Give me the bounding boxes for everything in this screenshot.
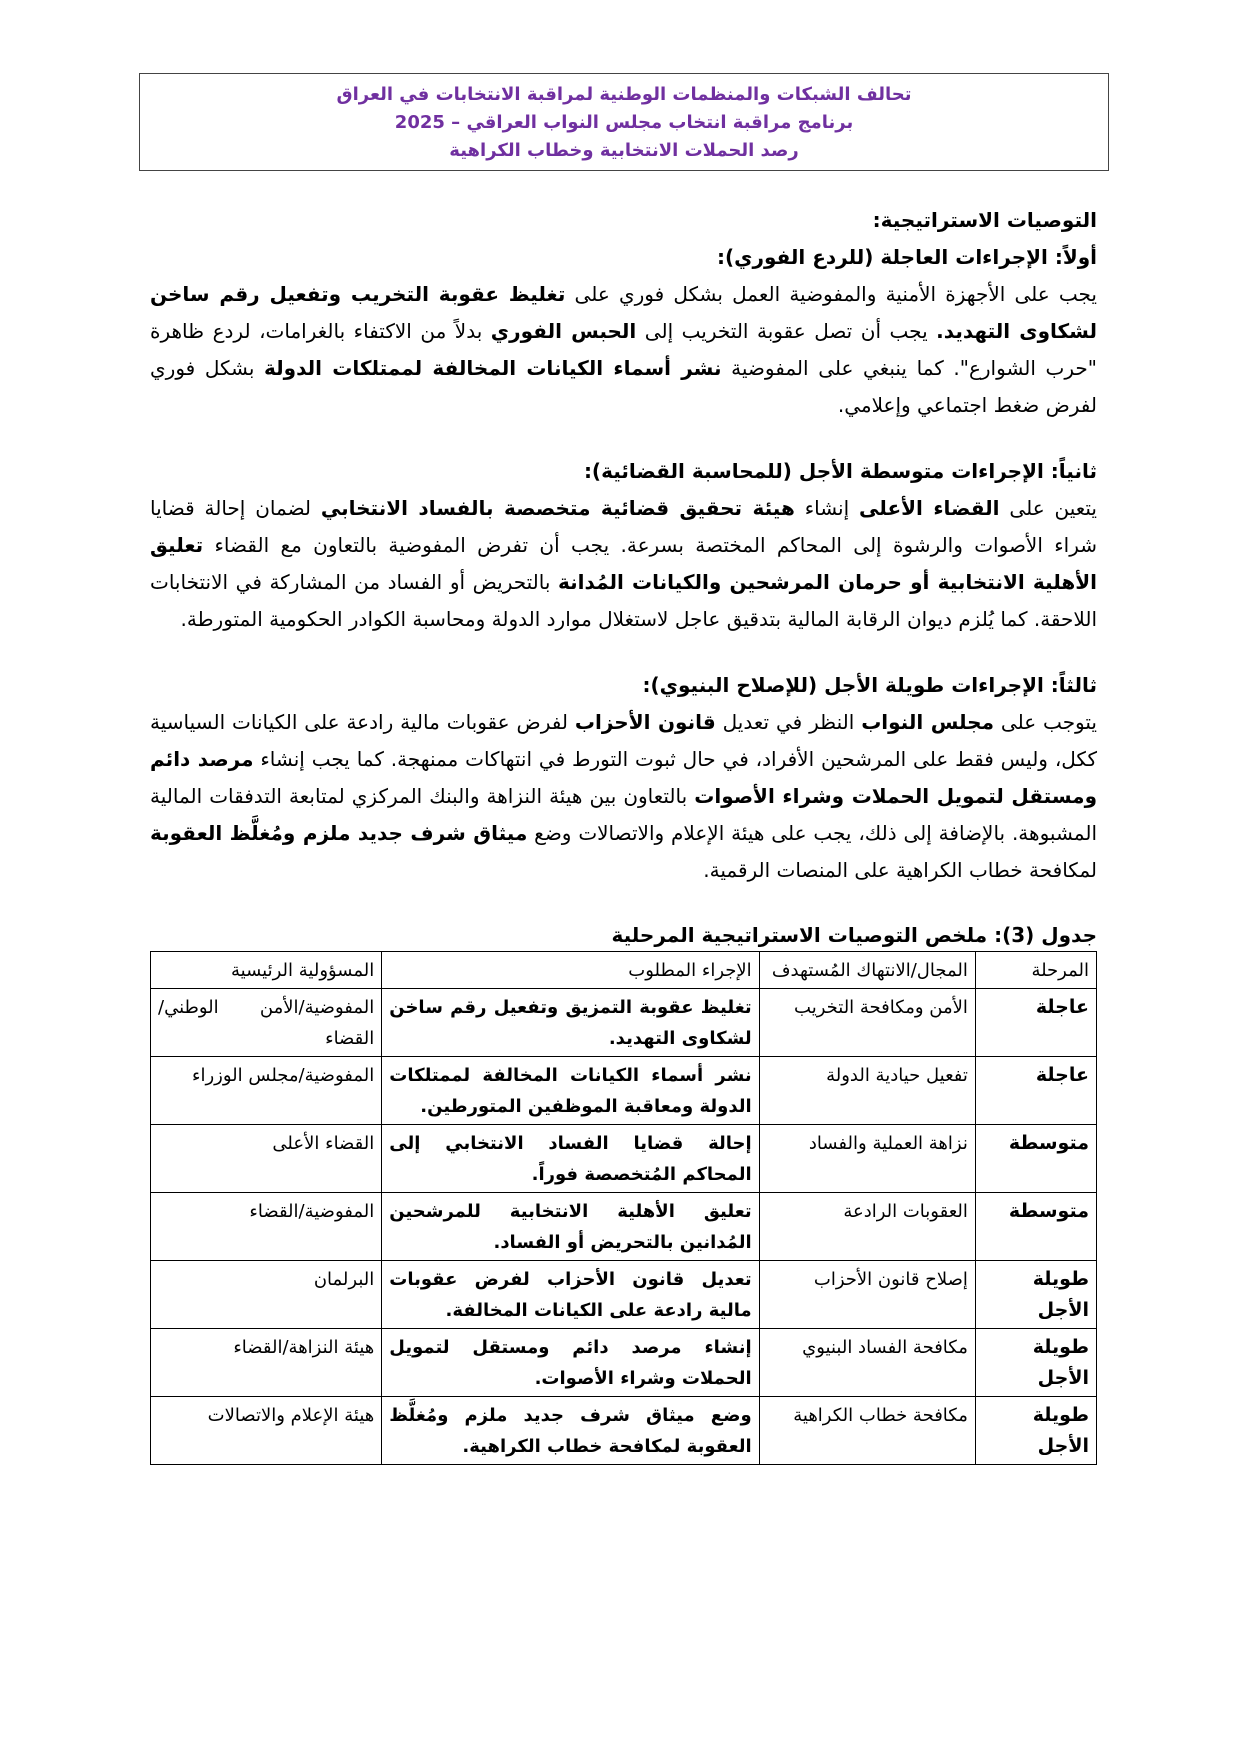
paragraph-text: إنشاء (794, 496, 860, 520)
cell-domain: إصلاح قانون الأحزاب (759, 1261, 975, 1329)
cell-action: تغليظ عقوبة التمزيق وتفعيل رقم ساخن لشكاوى التهديد. (382, 989, 759, 1057)
section-immediate-actions (150, 239, 1097, 424)
paragraph-emphasis: تغليظ عقوبة التخريب وتفعيل رقم ساخن لشكاوى التهديد. (150, 282, 1098, 343)
section-medium-term-actions (150, 453, 1097, 638)
paragraph-text: لضمان إحالة قضايا شراء الأصوات والرشوة إلى المحاكم المختصة بسرعة. يجب أن تفرض المفوضية بالتعاون مع القضاء (150, 496, 1097, 557)
cell-responsibility: القضاء الأعلى (151, 1125, 382, 1193)
column-header-stage: المرحلة (975, 952, 1096, 989)
cell-action: تعليق الأهلية الانتخابية للمرشحين المُدانين بالتحريض أو الفساد. (382, 1193, 759, 1261)
cell-domain: العقوبات الرادعة (759, 1193, 975, 1261)
recommendations-summary-table (150, 951, 1097, 1465)
column-header-domain: المجال/الانتهاك المُستهدف (759, 952, 975, 989)
table-row (151, 1397, 1097, 1465)
paragraph-emphasis: تعليق الأهلية الانتخابية أو حرمان المرشحين والكيانات المُدانة (150, 533, 1097, 594)
paragraph-emphasis: ميثاق شرف جديد ملزم ومُغلَّظ العقوبة (150, 821, 528, 845)
cell-domain: الأمن ومكافحة التخريب (759, 989, 975, 1057)
cell-action: إحالة قضايا الفساد الانتخابي إلى المحاكم المُتخصصة فوراً. (382, 1125, 759, 1193)
header-organization-name: تحالف الشبكات والمنظمات الوطنية لمراقبة الانتخابات في العراق (336, 84, 912, 105)
cell-responsibility: البرلمان (151, 1261, 382, 1329)
paragraph-emphasis: القضاء الأعلى (859, 496, 1000, 520)
section-paragraph (150, 490, 1097, 638)
section-heading: أولاً: الإجراءات العاجلة (للردع الفوري): (717, 245, 1097, 269)
cell-stage: متوسطة (975, 1125, 1096, 1193)
paragraph-text: يتوجب على (993, 710, 1097, 734)
cell-responsibility: المفوضية/القضاء (151, 1193, 382, 1261)
table-row (151, 1057, 1097, 1125)
column-header-action: الإجراء المطلوب (382, 952, 759, 989)
cell-responsibility: المفوضية/الأمن الوطني/القضاء (151, 989, 382, 1057)
table-caption: جدول (3): ملخص التوصيات الاستراتيجية المرحلية (611, 923, 1097, 947)
cell-action: نشر أسماء الكيانات المخالفة لممتلكات الدولة ومعاقبة الموظفين المتورطين. (382, 1057, 759, 1125)
paragraph-emphasis: مجلس النواب (861, 710, 994, 734)
cell-responsibility: هيئة الإعلام والاتصالات (151, 1397, 382, 1465)
table-row (151, 1329, 1097, 1397)
section-paragraph (150, 276, 1097, 424)
header-report-subject: رصد الحملات الانتخابية وخطاب الكراهية (449, 140, 799, 161)
paragraph-text: بشكل فوري لفرض ضغط اجتماعي وإعلامي. (150, 356, 1097, 417)
cell-stage: عاجلة (975, 989, 1096, 1057)
paragraph-text: يجب أن تصل عقوبة التخريب إلى (636, 319, 937, 343)
paragraph-text: بالتحريض أو الفساد من المشاركة في الانتخابات اللاحقة. كما يُلزم ديوان الرقابة المالية بتدقيق عاجل لاستغلال موارد الدولة ومحاسبة الكوادر الحكومية المتورطة. (150, 570, 1097, 631)
cell-action: تعديل قانون الأحزاب لفرض عقوبات مالية رادعة على الكيانات المخالفة. (382, 1261, 759, 1329)
section-heading: ثانياً: الإجراءات متوسطة الأجل (للمحاسبة القضائية): (583, 459, 1097, 483)
paragraph-text: بدلاً من الاكتفاء بالغرامات، لردع ظاهرة "حرب الشوارع". كما ينبغي على المفوضية (150, 319, 1097, 380)
cell-stage: عاجلة (975, 1057, 1096, 1125)
paragraph-text: النظر في تعديل (715, 710, 862, 734)
cell-stage: طويلة الأجل (975, 1261, 1096, 1329)
section-heading: ثالثاً: الإجراءات طويلة الأجل (للإصلاح البنيوي): (642, 673, 1097, 697)
cell-action: إنشاء مرصد دائم ومستقل لتمويل الحملات وشراء الأصوات. (382, 1329, 759, 1397)
cell-domain: مكافحة خطاب الكراهية (759, 1397, 975, 1465)
paragraph-emphasis: الحبس الفوري (490, 319, 637, 343)
paragraph-emphasis: نشر أسماء الكيانات المخالفة لممتلكات الدولة (264, 356, 722, 380)
cell-responsibility: هيئة النزاهة/القضاء (151, 1329, 382, 1397)
paragraph-text: لمكافحة خطاب الكراهية على المنصات الرقمية. (703, 858, 1097, 882)
cell-domain: مكافحة الفساد البنيوي (759, 1329, 975, 1397)
table-header-row (151, 952, 1097, 989)
report-header (139, 73, 1109, 171)
document-body (150, 202, 1097, 1465)
header-program-name: برنامج مراقبة انتخاب مجلس النواب العراقي – 2025 (394, 112, 854, 133)
table-row (151, 989, 1097, 1057)
table-row (151, 1125, 1097, 1193)
table-row (151, 1261, 1097, 1329)
cell-domain: تفعيل حيادية الدولة (759, 1057, 975, 1125)
paragraph-text: لفرض عقوبات مالية رادعة على الكيانات السياسية ككل، وليس فقط على المرشحين الأفراد، في حال ثبوت التورط في انتهاكات ممنهجة. كما يجب إنشاء (150, 710, 1097, 771)
column-header-responsibility: المسؤولية الرئيسية (151, 952, 382, 989)
paragraph-emphasis: مرصد دائم ومستقل لتمويل الحملات وشراء الأصوات (150, 747, 1097, 808)
section-paragraph (150, 704, 1097, 889)
cell-stage: طويلة الأجل (975, 1397, 1096, 1465)
table-row (151, 1193, 1097, 1261)
cell-stage: متوسطة (975, 1193, 1096, 1261)
section-long-term-actions (150, 667, 1097, 889)
paragraph-text: يتعين على (999, 496, 1097, 520)
cell-responsibility: المفوضية/مجلس الوزراء (151, 1057, 382, 1125)
paragraph-emphasis: هيئة تحقيق قضائية متخصصة بالفساد الانتخابي (320, 496, 795, 520)
paragraph-text: يجب على الأجهزة الأمنية والمفوضية العمل بشكل فوري على (565, 282, 1097, 306)
cell-action: وضع ميثاق شرف جديد ملزم ومُغلَّظ العقوبة لمكافحة خطاب الكراهية. (382, 1397, 759, 1465)
recommendations-title: التوصيات الاستراتيجية: (872, 208, 1097, 232)
cell-domain: نزاهة العملية والفساد (759, 1125, 975, 1193)
paragraph-emphasis: قانون الأحزاب (574, 710, 716, 734)
paragraph-text: بالتعاون بين هيئة النزاهة والبنك المركزي لمتابعة التدفقات المالية المشبوهة. بالإضافة إلى ذلك، يجب على هيئة الإعلام والاتصالات وضع (150, 784, 1098, 845)
cell-stage: طويلة الأجل (975, 1329, 1096, 1397)
